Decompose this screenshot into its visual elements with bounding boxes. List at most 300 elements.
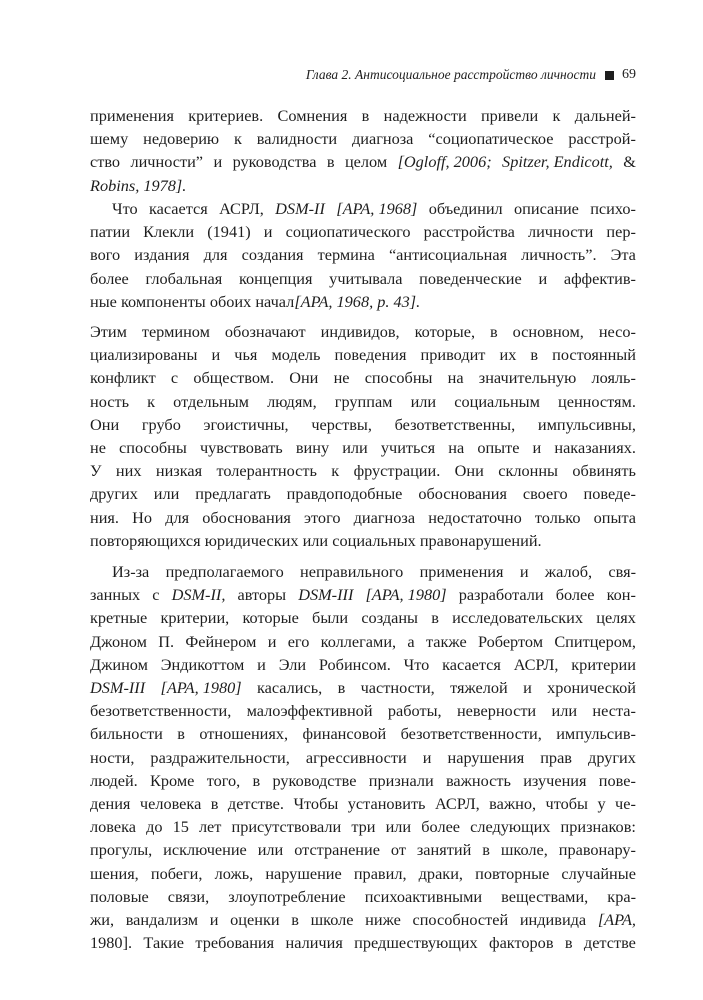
word: концепция: [238, 268, 313, 288]
word: в: [564, 933, 573, 953]
word: отношениях,: [199, 724, 289, 744]
word: способны: [119, 438, 187, 458]
word: бильности: [90, 724, 163, 744]
word: &: [623, 152, 636, 172]
word: и: [267, 631, 277, 651]
word: касается: [148, 199, 208, 218]
word: приводит: [420, 345, 486, 365]
text-line: [90, 885, 636, 908]
word: половые: [90, 886, 149, 906]
text-line: [90, 506, 636, 529]
word: наличия: [285, 933, 343, 953]
text-line: [90, 908, 636, 931]
word: руководства: [232, 152, 317, 172]
word: чтобы: [545, 794, 588, 814]
word: индивидов,: [320, 322, 400, 341]
text-line: [90, 722, 636, 745]
word: требования: [195, 933, 275, 953]
word: безответственности,: [400, 724, 542, 744]
word: глобальная: [145, 268, 223, 288]
word: не: [90, 438, 106, 458]
word: компоненты: [120, 291, 206, 311]
text-line: [90, 769, 636, 792]
word: “антисоциальная: [388, 245, 508, 265]
text-line: [90, 676, 636, 699]
word: импульсив-: [556, 724, 636, 744]
word: лет: [198, 817, 222, 837]
text-line: [90, 343, 636, 366]
word: в: [361, 106, 370, 125]
word: модель: [271, 345, 321, 365]
word: группам: [334, 391, 393, 411]
word: ность: [90, 391, 130, 411]
word: поведения: [334, 345, 407, 365]
word: прогулы,: [90, 840, 153, 860]
word: учитывала: [329, 268, 403, 288]
word: ные: [90, 291, 117, 311]
word: изучения: [523, 770, 587, 790]
word: циализированы: [90, 345, 198, 365]
word: Они: [90, 414, 120, 434]
word: более: [421, 817, 461, 837]
word: целом: [344, 152, 388, 172]
word: Но: [132, 507, 153, 527]
text-line: [90, 174, 636, 197]
word: [APA, 1968, p. 43].: [294, 291, 421, 311]
text-line: [90, 862, 636, 885]
word: исследовательских: [452, 608, 584, 628]
word: фрустрации.: [353, 461, 441, 481]
word: Робинсом.: [318, 654, 391, 674]
text-line: [90, 653, 636, 676]
word: и: [532, 438, 542, 458]
word: работы,: [387, 701, 442, 721]
word: прав: [540, 747, 572, 767]
word: малоэффективной: [246, 701, 373, 721]
word: в: [482, 840, 490, 860]
word: авторы: [237, 585, 287, 605]
word: способны: [364, 368, 433, 388]
word: Сомнения: [277, 106, 348, 125]
word: пер-: [606, 222, 636, 242]
word: и: [257, 654, 266, 674]
word: юридических: [204, 530, 299, 550]
word: своего: [522, 484, 568, 504]
word: с: [170, 368, 179, 388]
word: Этим: [90, 322, 127, 341]
text-line: [90, 320, 636, 343]
word: склонны: [498, 461, 559, 481]
word: также: [425, 631, 467, 651]
word: эгоистичны,: [203, 414, 289, 434]
word: [Ogloff, 2006;: [397, 152, 492, 172]
word: признали: [368, 770, 434, 790]
word: и: [213, 152, 223, 172]
word: опыте: [477, 438, 520, 458]
text-line: [90, 127, 636, 150]
word: “социопатическое: [428, 129, 554, 149]
text-line: [90, 150, 636, 173]
word: других: [90, 484, 138, 504]
word: занных: [90, 585, 141, 605]
word: школе,: [500, 840, 548, 860]
word: чья: [234, 345, 258, 365]
page-number: 69: [622, 67, 636, 82]
word: и: [209, 910, 219, 930]
block-quote: [90, 320, 636, 552]
word: У: [90, 461, 102, 481]
word: 1980].: [90, 933, 133, 953]
text-line: [90, 699, 636, 722]
word: [APA, 1980]: [160, 678, 242, 698]
word: неверности: [456, 701, 537, 721]
word: веществами,: [501, 886, 589, 906]
word: от: [390, 840, 406, 860]
word: Они: [454, 461, 484, 481]
word: Эли: [278, 654, 307, 674]
word: правдоподобные: [286, 484, 403, 504]
word: безответственности,: [90, 701, 232, 721]
word: Что: [403, 654, 430, 674]
word: в: [530, 345, 539, 365]
word: правил,: [353, 863, 407, 883]
word: присутствовали: [231, 817, 342, 837]
word: Спитцером,: [554, 631, 636, 651]
word: вину: [295, 438, 330, 458]
word: психо-: [590, 199, 636, 218]
word: признаков:: [560, 817, 636, 837]
word: жи,: [90, 910, 115, 930]
word: три: [351, 817, 376, 837]
word: правонару-: [558, 840, 636, 860]
word: социопатического: [285, 222, 411, 242]
word: драки,: [418, 863, 463, 883]
chapter-title: Глава 2. Антисоциальное расстройство личности: [305, 67, 596, 82]
word: АСРЛ,: [219, 199, 264, 218]
paragraph-dsm-iii: [90, 560, 636, 954]
word: исключение: [163, 840, 247, 860]
word: Robins, 1978].: [90, 175, 187, 195]
word: случайные: [561, 863, 636, 883]
word: неправильного: [300, 562, 404, 581]
word: и: [263, 222, 273, 242]
word: П.: [158, 631, 175, 651]
word: или: [153, 484, 180, 504]
word: наказаниях.: [554, 438, 636, 458]
text-line: [90, 931, 636, 954]
word: обозначают: [224, 322, 306, 341]
word: DSM-III: [90, 678, 146, 698]
word: злоупотребление: [228, 886, 346, 906]
word: безответственны,: [394, 414, 516, 434]
word: предшествующих: [354, 933, 478, 953]
word: того,: [206, 770, 241, 790]
word: жалоб,: [544, 562, 593, 581]
word: расстройства: [423, 222, 515, 242]
word: связи,: [167, 886, 210, 906]
word: только: [534, 507, 581, 527]
word: Что: [112, 199, 138, 218]
word: или: [551, 701, 578, 721]
word: более: [555, 585, 595, 605]
word: пове-: [598, 770, 636, 790]
text-line: [90, 583, 636, 606]
word: к: [331, 461, 340, 481]
word: побеги,: [150, 863, 203, 883]
word: и: [211, 345, 221, 365]
word: недостаточно: [428, 507, 522, 527]
word: в: [337, 678, 346, 698]
word: его: [287, 631, 310, 651]
word: несо-: [598, 322, 636, 341]
word: ловека: [90, 817, 136, 837]
word: тяжелой: [450, 678, 508, 698]
word: людей.: [90, 770, 138, 790]
word: расстрой-: [568, 129, 636, 149]
word: [APA, 1980]: [365, 585, 447, 605]
word: на: [447, 368, 464, 388]
word: личности”: [130, 152, 204, 172]
running-head: [306, 67, 636, 83]
word: к: [233, 129, 242, 149]
word: других: [588, 747, 636, 767]
word: в: [489, 322, 498, 341]
text-line: [90, 630, 636, 653]
word: руководстве: [272, 770, 357, 790]
word: детстве.: [227, 794, 284, 814]
word: DSM-III: [298, 585, 354, 605]
word: которые: [242, 608, 299, 628]
text-line: [90, 815, 636, 838]
word: предполагаемого: [165, 562, 284, 581]
word: (1941): [207, 222, 251, 242]
text-line: [90, 104, 636, 127]
word: шения,: [90, 863, 139, 883]
word: Клекли: [143, 222, 195, 242]
word: личность”.: [521, 245, 597, 265]
word: импульсивны,: [537, 414, 636, 434]
word: Эндикоттом: [160, 654, 245, 674]
word: повторные: [475, 863, 550, 883]
word: были: [312, 608, 349, 628]
word: дальней-: [574, 106, 636, 125]
word: или: [302, 530, 329, 550]
word: Spitzer, Endicott,: [502, 152, 613, 172]
word: 15: [172, 817, 189, 837]
word: АСРЛ,: [434, 794, 480, 814]
word: разработали: [458, 585, 544, 605]
word: или: [410, 391, 437, 411]
word: отстранение: [294, 840, 380, 860]
word: детстве: [583, 933, 636, 953]
word: ложь,: [214, 863, 254, 883]
word: обвинять: [572, 461, 636, 481]
word: этого: [304, 507, 341, 527]
word: и: [523, 678, 532, 698]
word: издания: [134, 245, 190, 265]
word: и: [538, 268, 548, 288]
word: факторов: [489, 933, 554, 953]
word: описание: [514, 199, 579, 218]
word: Кроме: [150, 770, 195, 790]
word: или: [342, 438, 368, 458]
word: валидности: [256, 129, 338, 149]
word: ности,: [90, 747, 135, 767]
word: правонарушений.: [419, 530, 542, 550]
word: финансовой: [302, 724, 387, 744]
word: следующих: [470, 817, 551, 837]
word: поведенческие: [419, 268, 522, 288]
word: в: [431, 608, 439, 628]
word: индивида: [519, 910, 587, 930]
word: психоактивными: [364, 886, 483, 906]
word: учиться: [380, 438, 436, 458]
word: кретные: [90, 608, 148, 628]
word: в: [210, 794, 219, 814]
word: касается: [442, 654, 501, 674]
word: диагноза: [353, 507, 416, 527]
word: ниже: [365, 910, 401, 930]
word: термина: [317, 245, 375, 265]
word: установить: [347, 794, 426, 814]
word: к: [147, 391, 156, 411]
word: или: [257, 840, 284, 860]
word: человека: [139, 794, 202, 814]
word: повторяющихся: [90, 530, 201, 550]
word: привели: [480, 106, 539, 125]
word: а: [407, 631, 415, 651]
word: Фейнером: [185, 631, 257, 651]
word: термином: [141, 322, 210, 341]
word: шему: [90, 129, 129, 149]
word: Джоном: [90, 631, 147, 651]
word: значительную: [478, 368, 577, 388]
text-line: [90, 482, 636, 505]
word: касались,: [256, 678, 323, 698]
word: основном,: [512, 322, 584, 341]
word: обоснования: [418, 484, 507, 504]
word: кон-: [606, 585, 636, 605]
word: Чтобы: [293, 794, 339, 814]
word: нарушения: [447, 747, 525, 767]
word: DSM-II,: [171, 585, 226, 605]
word: постоянный: [552, 345, 636, 365]
word: аффектив-: [563, 268, 636, 288]
word: в: [291, 910, 299, 930]
word: неста-: [592, 701, 636, 721]
word: не: [333, 368, 350, 388]
word: и: [422, 747, 432, 767]
word: кра-: [607, 886, 636, 906]
word: че-: [615, 794, 636, 814]
text-line: [90, 838, 636, 861]
text-line: [90, 436, 636, 459]
word: оценки: [230, 910, 280, 930]
word: хронической: [547, 678, 636, 698]
word: для: [203, 245, 228, 265]
word: раздражительности,: [150, 747, 290, 767]
paragraph-dsm-ii: [90, 197, 636, 313]
word: толерантность: [216, 461, 317, 481]
word: Джином: [90, 654, 148, 674]
word: создания: [241, 245, 304, 265]
word: более: [90, 268, 129, 288]
word: Такие: [143, 933, 185, 953]
word: созданы: [361, 608, 418, 628]
word: опыта: [593, 507, 636, 527]
word: ценностям.: [558, 391, 636, 411]
word: предлагать: [195, 484, 271, 504]
word: недоверию: [143, 129, 220, 149]
word: до: [146, 817, 163, 837]
word: занятий: [416, 840, 472, 860]
square-bullet-icon: [605, 71, 614, 80]
word: на: [448, 438, 465, 458]
text-line: [90, 220, 636, 243]
text-line: [90, 413, 636, 436]
text-line: [90, 390, 636, 413]
word: начал: [255, 291, 295, 311]
word: коллегами,: [320, 631, 397, 651]
word: применения: [419, 562, 504, 581]
word: людям,: [267, 391, 317, 411]
word: лояль-: [591, 368, 636, 388]
word: чувствовать: [199, 438, 283, 458]
word: ния.: [90, 507, 119, 527]
word: низкая: [155, 461, 203, 481]
word: [APA,: [597, 910, 636, 930]
word: DSM-II: [275, 199, 325, 218]
word: Они: [289, 368, 319, 388]
text-line: [90, 459, 636, 482]
word: в: [326, 152, 335, 172]
word: Робертом: [477, 631, 544, 651]
word: грубо: [141, 414, 181, 434]
word: дения: [90, 794, 131, 814]
word: применения: [90, 106, 174, 125]
text-line: [90, 267, 636, 290]
word: обоих: [209, 291, 252, 311]
word: или: [385, 817, 412, 837]
word: обществом.: [193, 368, 275, 388]
word: социальным: [454, 391, 540, 411]
word: важно,: [489, 794, 537, 814]
word: диагноза: [351, 129, 414, 149]
word: социальных: [332, 530, 416, 550]
text-line: [90, 290, 636, 313]
word: и: [519, 562, 529, 581]
paragraph-continuation: [90, 104, 636, 197]
word: надежности: [383, 106, 467, 125]
word: с: [152, 585, 160, 605]
word: черствы,: [311, 414, 372, 434]
text-line: [90, 560, 636, 583]
word: них: [115, 461, 142, 481]
word: Эта: [610, 245, 636, 265]
word: патии: [90, 222, 131, 242]
word: АСРЛ,: [513, 654, 559, 674]
text-line: [90, 606, 636, 629]
word: Из-за: [112, 562, 150, 581]
text-line: [90, 792, 636, 815]
word: их: [499, 345, 517, 365]
word: важность: [445, 770, 511, 790]
word: в: [252, 770, 261, 790]
word: объединил: [428, 199, 503, 218]
word: школе: [310, 910, 354, 930]
word: в: [177, 724, 185, 744]
word: критериев.: [188, 106, 264, 125]
